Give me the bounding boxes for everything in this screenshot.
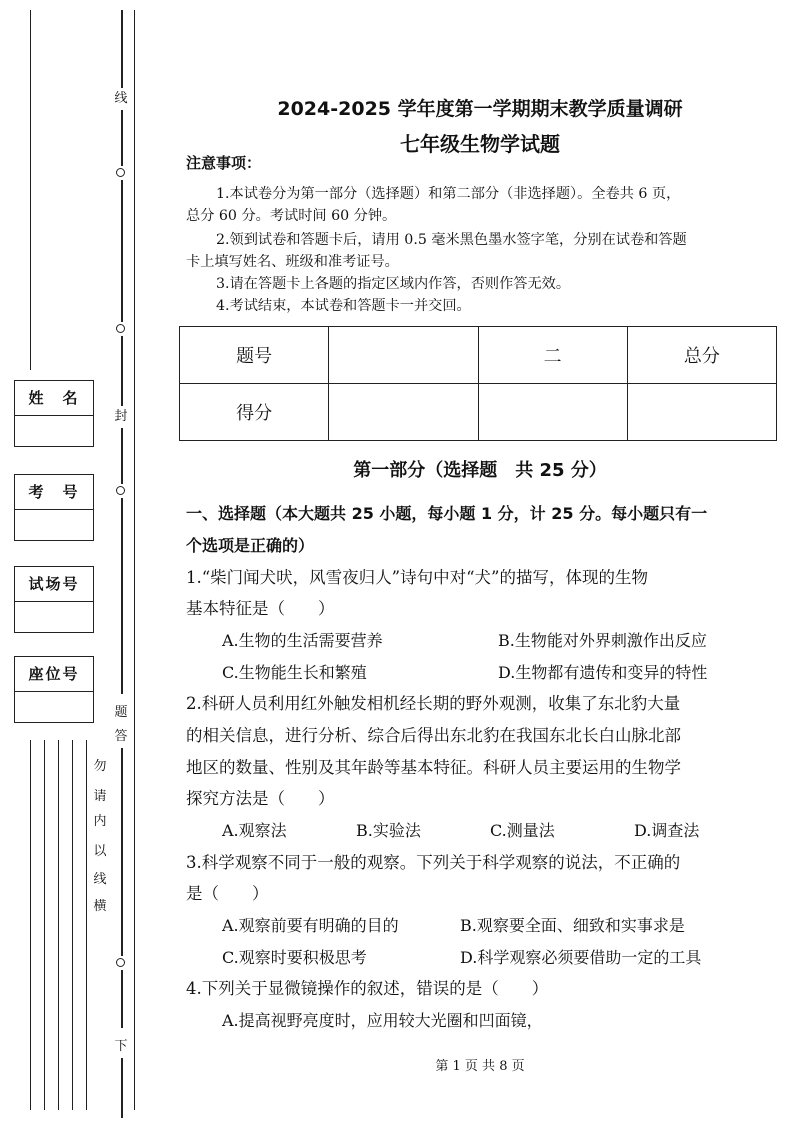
binding-char: 以 [93,844,107,859]
binding-line [121,1058,123,1118]
option-d: D.生物都有遗传和变异的特性 [498,663,708,682]
binding-circle [116,486,125,495]
page-footer: 第 1 页 共 8 页 [435,1059,525,1074]
question-4-text: 4.下列关于显微镜操作的叙述，错误的是（ ） [186,979,549,998]
binding-char: 题 [114,705,128,720]
option-b: B.观察要全面、细致和实事求是 [460,916,685,935]
option-a: A.观察法 [222,821,287,840]
seat-number-box[interactable] [14,656,94,723]
notice-line: 3.请在答题卡上各题的指定区域内作答，否则作答无效。 [216,276,571,292]
binding-char: 封 [114,409,128,424]
margin-rule [86,740,87,1110]
question-3-text: 是（ ） [186,884,269,903]
notice-line: 2.领到试卷和答题卡后，请用 0.5 毫米黑色墨水签字笔，分别在试卷和答题 [216,232,687,248]
notice-line: 卡上填写姓名、班级和准考证号。 [186,254,399,270]
margin-rule [44,740,45,1110]
binding-char: 请 [93,789,107,804]
margin-rule [30,10,31,370]
table-cell: 总分 [627,327,776,384]
binding-char: 勿 [93,759,107,774]
binding-char: 内 [93,814,107,829]
score-entry-cell[interactable] [478,384,627,441]
option-c: C.生物能生长和繁殖 [222,663,367,682]
question-2-text: 地区的数量、性别及其年龄等基本特征。科研人员主要运用的生物学 [186,758,681,777]
binding-circle [116,958,125,967]
notice-line: 4.考试结束，本试卷和答题卡一并交回。 [216,298,471,314]
exam-number-field[interactable] [15,510,93,540]
score-entry-cell[interactable] [329,384,478,441]
table-cell [329,327,478,384]
option-c: C.观察时要积极思考 [222,948,367,967]
notice-line: 1.本试卷分为第一部分（选择题）和第二部分（非选择题）。全卷共 6 页， [216,186,681,202]
exam-number-label: 考 号 [15,475,93,510]
question-1-text: 1.“柴门闻犬吠，风雪夜归人”诗句中对“犬”的描写，体现的生物 [186,568,648,587]
binding-line [121,428,123,484]
score-entry-cell[interactable] [627,384,776,441]
binding-line [121,180,123,322]
exam-room-label: 试场号 [15,567,93,602]
binding-line [121,748,123,956]
seat-number-field[interactable] [15,692,93,722]
binding-line [134,10,135,1110]
notice-heading: 注意事项： [186,154,262,172]
exam-room-box[interactable] [14,566,94,633]
exam-room-field[interactable] [15,602,93,632]
exam-number-box[interactable] [14,474,94,541]
binding-circle [116,168,125,177]
option-d: D.科学观察必须要借助一定的工具 [460,948,702,967]
name-box[interactable] [14,380,94,447]
exam-subtitle: 七年级生物学试题 [400,132,560,156]
table-cell: 得分 [180,384,329,441]
question-2-text: 的相关信息，进行分析、综合后得出东北豹在我国东北长白山脉北部 [186,726,681,745]
question-3-text: 3.科学观察不同于一般的观察。下列关于科学观察的说法，不正确的 [186,853,681,872]
section-instruction: 一、选择题（本大题共 25 小题，每小题 1 分，计 25 分。每小题只有一 [186,504,708,523]
option-a: A.提高视野亮度时，应用较大光圈和凹面镜， [222,1011,543,1030]
margin-rule [30,740,31,1110]
option-d: D.调查法 [634,821,700,840]
question-1-text: 基本特征是（ ） [186,599,335,618]
option-a: A.观察前要有明确的目的 [222,916,399,935]
binding-line [121,498,123,694]
option-b: B.生物能对外界刺激作出反应 [498,631,707,650]
section-instruction: 个选项是正确的） [186,536,315,555]
binding-char: 线 [114,91,128,106]
table-row [180,327,777,384]
binding-char: 线 [93,872,107,887]
question-2-text: 2.科研人员利用红外触发相机经长期的野外观测，收集了东北豹大量 [186,694,681,713]
margin-rule [58,740,59,1110]
table-cell: 题号 [180,327,329,384]
name-field[interactable] [15,416,93,446]
binding-line [121,336,123,406]
seat-number-label: 座位号 [15,657,93,692]
score-table [179,326,777,441]
name-label: 姓 名 [15,381,93,416]
binding-char: 下 [114,1039,128,1054]
section-heading: 第一部分（选择题 共 25 分） [353,460,607,481]
option-b: B.实验法 [356,821,421,840]
option-c: C.测量法 [490,821,555,840]
exam-title: 2024-2025 学年度第一学期期末教学质量调研 [277,98,683,120]
binding-circle [116,324,125,333]
option-a: A.生物的生活需要营养 [222,631,383,650]
margin-rule [72,740,73,1110]
question-2-text: 探究方法是（ ） [186,789,335,808]
table-row [180,384,777,441]
table-cell: 二 [478,327,627,384]
binding-char: 答 [114,729,128,744]
binding-line [121,110,123,166]
binding-char: 横 [93,899,107,914]
binding-line [121,970,123,1028]
binding-line [121,10,123,88]
notice-line: 总分 60 分。考试时间 60 分钟。 [186,208,397,224]
